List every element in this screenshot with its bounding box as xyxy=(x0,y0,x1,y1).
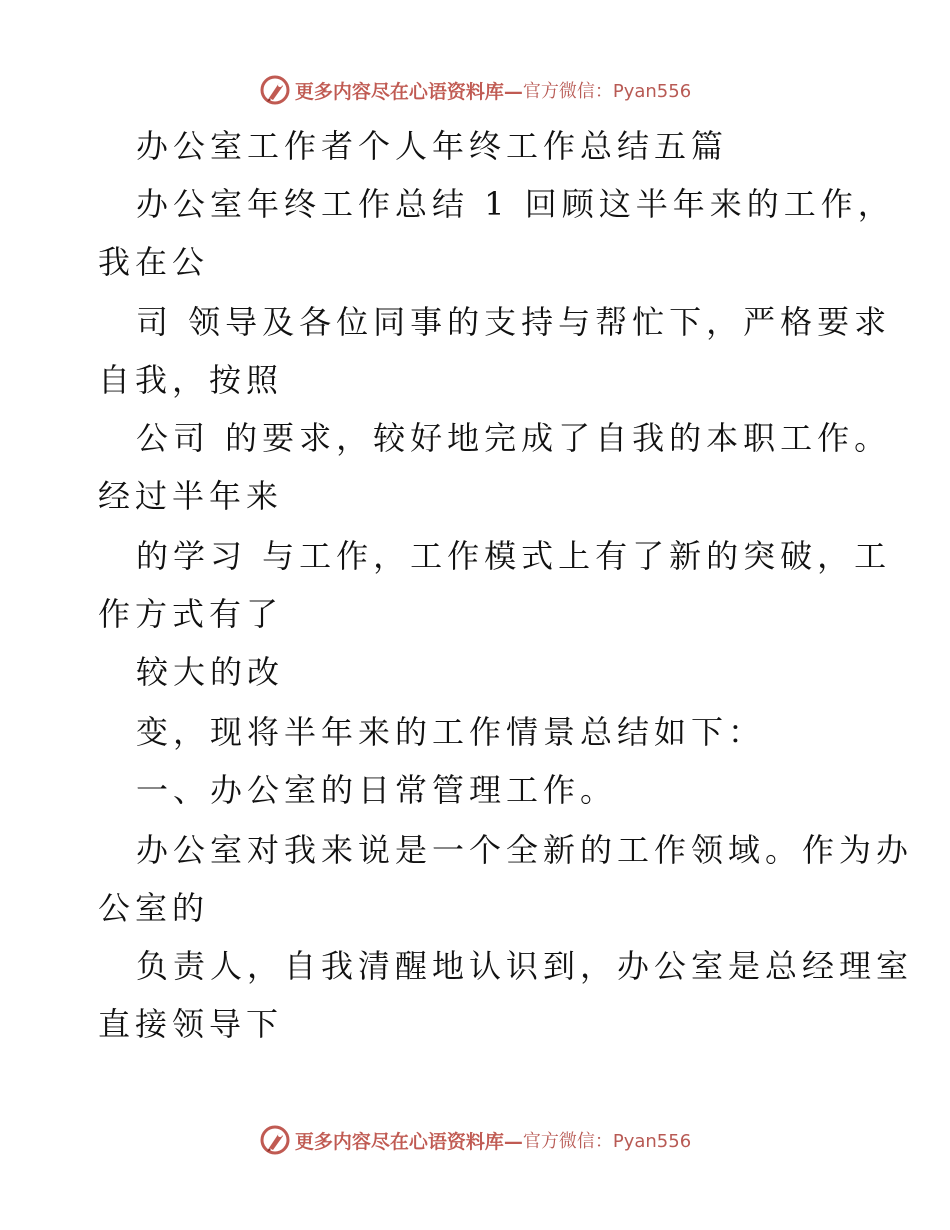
text-line: 作方式有了 xyxy=(98,595,284,633)
text-line: 较大的改 xyxy=(136,653,285,691)
text-line: 自我，按照 xyxy=(98,361,284,399)
banner-site-text: 更多内容尽在心语资料库— xyxy=(294,1130,523,1153)
pen-nib-logo-icon xyxy=(259,1124,291,1156)
document-title: 办公室工作者个人年终工作总结五篇 xyxy=(136,127,729,165)
footer-watermark-banner xyxy=(0,1122,950,1158)
text-line: 我在公 xyxy=(98,243,210,281)
text-line: 公司 的要求，较好地完成了自我的本职工作。 xyxy=(136,419,892,457)
banner-site-text: 更多内容尽在心语资料库— xyxy=(294,80,523,103)
banner-wechat-text: 官方微信：Pyan556 xyxy=(522,81,692,102)
text-line: 的学习 与工作，工作模式上有了新的突破，工 xyxy=(136,537,892,575)
text-line: 办公室年终工作总结 1 回顾这半年来的工作， xyxy=(136,185,895,223)
text-line: 直接领导下 xyxy=(98,1005,284,1043)
text-line: 司 领导及各位同事的支持与帮忙下，严格要求 xyxy=(136,303,892,341)
header-watermark-banner xyxy=(0,72,950,108)
banner-wechat-text: 官方微信：Pyan556 xyxy=(522,1131,692,1152)
section-heading: 一、办公室的日常管理工作。 xyxy=(136,771,618,809)
text-line: 经过半年来 xyxy=(98,477,284,515)
pen-nib-logo-icon xyxy=(259,74,291,106)
text-line: 公室的 xyxy=(98,889,210,927)
text-line: 负责人，自我清醒地认识到，办公室是总经理室 xyxy=(136,947,914,985)
text-line: 办公室对我来说是一个全新的工作领域。作为办 xyxy=(136,831,914,869)
text-line: 变，现将半年来的工作情景总结如下： xyxy=(136,713,766,751)
